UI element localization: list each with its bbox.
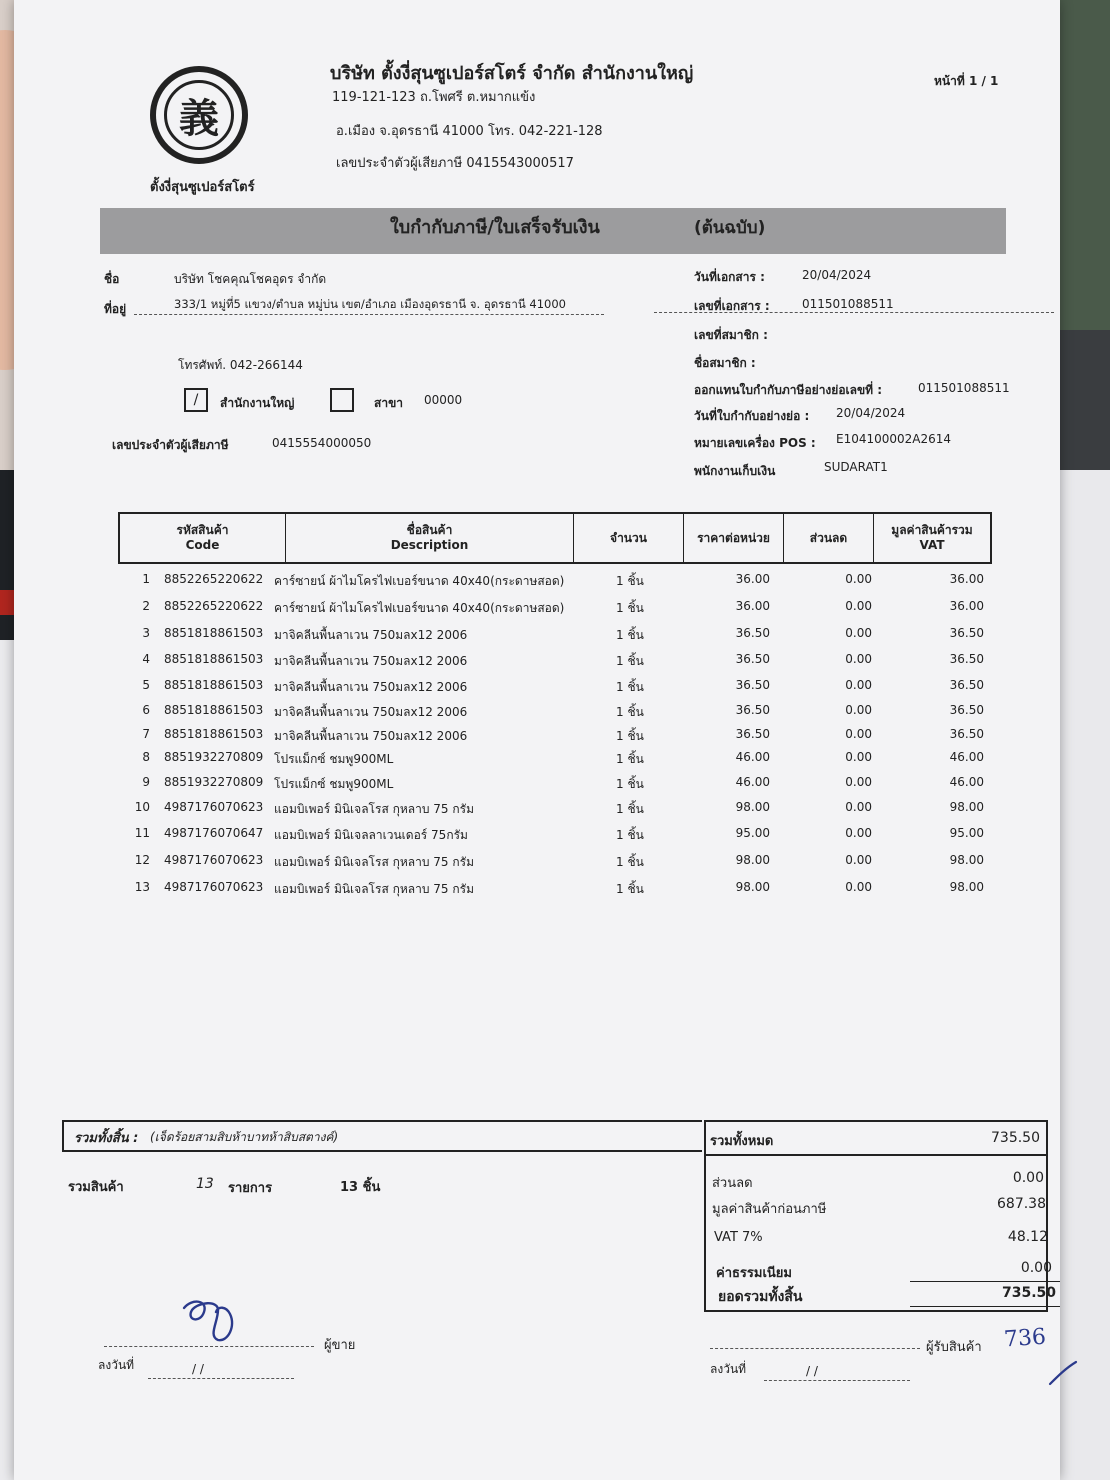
seller-signature <box>178 1296 248 1346</box>
header-code-en: Code <box>185 538 220 552</box>
header-code-th: รหัสสินค้า <box>176 523 229 537</box>
fee-label: ค่าธรรมเนียม <box>716 1266 792 1281</box>
member-name-label: ชื่อสมาชิก : <box>694 356 756 370</box>
receiver-date-blank: / / <box>806 1364 818 1378</box>
discount-label: ส่วนลด <box>712 1176 753 1191</box>
row-amount: 36.00 <box>949 572 984 586</box>
row-code: 8852265220622 <box>164 572 264 586</box>
short-invoice-date: 20/04/2024 <box>836 406 906 420</box>
header-discount <box>784 514 874 562</box>
receiver-date-line <box>764 1380 910 1381</box>
row-code: 8851818861503 <box>164 626 264 640</box>
table-row <box>118 878 1018 900</box>
header-code <box>120 514 286 562</box>
row-description: มาจิคลีนพื้นลาเวน 750มลx12 2006 <box>274 729 468 743</box>
seller-signature-line <box>104 1346 314 1347</box>
table-row <box>118 676 1018 698</box>
row-unit-price: 46.00 <box>735 775 770 789</box>
branch-number: 00000 <box>424 393 463 407</box>
grand-total-value: 735.50 <box>991 1130 1040 1146</box>
table-row <box>118 851 1018 873</box>
receiver-label: ผู้รับสินค้า <box>926 1340 982 1355</box>
head-office-label: สำนักงานใหญ่ <box>220 396 295 410</box>
row-amount: 36.50 <box>949 727 984 741</box>
row-unit-price: 36.50 <box>735 727 770 741</box>
address-dotted-line <box>134 314 604 315</box>
row-description: มาจิคลีนพื้นลาเวน 750มลx12 2006 <box>274 680 468 694</box>
document-copy-type: (ต้นฉบับ) <box>694 218 766 238</box>
row-amount: 36.00 <box>949 599 984 613</box>
row-unit-price: 36.50 <box>735 678 770 692</box>
header-description <box>286 514 574 562</box>
row-discount: 0.00 <box>845 652 872 666</box>
row-amount: 36.50 <box>949 652 984 666</box>
table-row <box>118 798 1018 820</box>
items-unit-label: รายการ <box>228 1181 273 1196</box>
pos-number: E104100002A2614 <box>836 432 952 446</box>
seller-date-label: ลงวันที่ <box>98 1358 135 1372</box>
receiver-signature-line <box>710 1348 920 1349</box>
net-total-bottom-rule <box>910 1306 1060 1307</box>
header-amount-en: VAT <box>919 538 945 552</box>
row-discount: 0.00 <box>845 572 872 586</box>
header-amount-th: มูลค่าสินค้ารวม <box>891 523 973 537</box>
row-unit-price: 36.50 <box>735 703 770 717</box>
row-code: 4987176070623 <box>164 853 264 867</box>
seller-date-blank: / / <box>192 1362 204 1376</box>
vat-value: 48.12 <box>1007 1229 1048 1245</box>
row-code: 8851818861503 <box>164 652 264 666</box>
company-address-line2: อ.เมือง จ.อุดรธานี 41000 โทร. 042-221-128 <box>336 124 603 139</box>
row-quantity: 1 ชิ้น <box>616 882 644 896</box>
total-words-label: รวมทั้งสิ้น : <box>74 1131 139 1146</box>
row-number: 7 <box>142 727 150 741</box>
pre-vat-value: 687.38 <box>997 1196 1046 1212</box>
row-amount: 36.50 <box>949 626 984 640</box>
seller-label: ผู้ขาย <box>324 1338 356 1353</box>
row-number: 5 <box>142 678 150 692</box>
row-code: 8851932270809 <box>164 750 264 764</box>
customer-name: บริษัท โชคคุณโชคอุดร จำกัด <box>174 272 327 286</box>
row-discount: 0.00 <box>845 750 872 764</box>
logo-caption: ตั้งงี่สุนซูเปอร์สโตร์ <box>150 180 255 195</box>
pre-vat-label: มูลค่าสินค้าก่อนภาษี <box>712 1202 827 1217</box>
seller-date-line <box>148 1378 294 1379</box>
doc-number: 011501088511 <box>802 297 894 311</box>
tax-invoice-document <box>14 0 1060 1480</box>
table-row <box>118 773 1018 795</box>
row-amount: 98.00 <box>949 880 984 894</box>
row-code: 4987176070647 <box>164 826 264 840</box>
header-unit-price <box>684 514 784 562</box>
row-description: แอมบิเพอร์ มินิเจลโรส กุหลาบ 75 กรัม <box>274 802 474 816</box>
cashier-label: พนักงานเก็บเงิน <box>694 464 776 478</box>
doc-date-label: วันที่เอกสาร : <box>694 270 765 284</box>
row-quantity: 1 ชิ้น <box>616 628 644 642</box>
customer-tax-id-label: เลขประจำตัวผู้เสียภาษี <box>112 438 229 452</box>
customer-address: 333/1 หมู่ที่5 แขวง/ตำบล หมู่บ่น เขต/อำเภอ เมืองอุดรธานี จ. อุดรธานี 41000 <box>174 297 566 311</box>
row-description: คาร์ซายน์ ผ้าไมโครไฟเบอร์ขนาด 40x40(กระดาษสอด) <box>274 574 565 588</box>
customer-phone: โทรศัพท์. 042-266144 <box>178 358 303 372</box>
row-quantity: 1 ชิ้น <box>616 680 644 694</box>
row-number: 9 <box>142 775 150 789</box>
row-amount: 36.50 <box>949 703 984 717</box>
items-count: 13 <box>196 1176 214 1192</box>
row-description: แอมบิเพอร์ มินิเจลโรส กุหลาบ 75 กรัม <box>274 882 474 896</box>
fee-value: 0.00 <box>1020 1260 1052 1276</box>
branch-checkbox[interactable] <box>330 388 354 412</box>
row-quantity: 1 ชิ้น <box>616 828 644 842</box>
header-desc-en: Description <box>390 538 469 552</box>
row-description: มาจิคลีนพื้นลาเวน 750มลx12 2006 <box>274 705 468 719</box>
table-row <box>118 725 1018 747</box>
row-unit-price: 36.00 <box>735 572 770 586</box>
company-logo <box>150 66 248 164</box>
net-total-label: ยอดรวมทั้งสิ้น <box>718 1289 803 1305</box>
row-discount: 0.00 <box>845 727 872 741</box>
row-discount: 0.00 <box>845 880 872 894</box>
document-title: ใบกำกับภาษี/ใบเสร็จรับเงิน <box>390 217 600 238</box>
customer-name-label: ชื่อ <box>104 272 120 286</box>
row-discount: 0.00 <box>845 703 872 717</box>
row-amount: 98.00 <box>949 853 984 867</box>
member-number-label: เลขที่สมาชิก : <box>694 328 768 342</box>
row-unit-price: 98.00 <box>735 853 770 867</box>
row-number: 11 <box>134 826 150 840</box>
row-number: 12 <box>134 853 150 867</box>
row-quantity: 1 ชิ้น <box>616 601 644 615</box>
row-code: 8851818861503 <box>164 703 264 717</box>
row-unit-price: 36.00 <box>735 599 770 613</box>
row-unit-price: 36.50 <box>735 652 770 666</box>
items-total-label: รวมสินค้า <box>68 1180 124 1195</box>
header-desc-th: ชื่อสินค้า <box>406 523 453 537</box>
row-code: 8851818861503 <box>164 727 264 741</box>
row-discount: 0.00 <box>845 599 872 613</box>
row-description: แอมบิเพอร์ มินิเจลลาเวนเดอร์ 75กรัม <box>274 828 468 842</box>
row-number: 13 <box>134 880 150 894</box>
receiver-handwritten-note: 736 <box>1003 1324 1047 1353</box>
row-quantity: 1 ชิ้น <box>616 705 644 719</box>
header-price-text: ราคาต่อหน่วย <box>697 530 770 545</box>
total-in-words: (เจ็ดร้อยสามสิบห้าบาทห้าสิบสตางค์) <box>150 1130 339 1144</box>
company-name: บริษัท ตั้งงี่สุนซูเปอร์สโตร์ จำกัด สำนักงานใหญ่ <box>330 63 694 84</box>
row-discount: 0.00 <box>845 853 872 867</box>
row-unit-price: 98.00 <box>735 880 770 894</box>
row-code: 8851818861503 <box>164 678 264 692</box>
row-quantity: 1 ชิ้น <box>616 729 644 743</box>
replace-invoice-number: 011501088511 <box>918 381 1010 395</box>
customer-address-label: ที่อยู่ <box>104 302 127 316</box>
row-number: 4 <box>142 652 150 666</box>
row-unit-price: 36.50 <box>735 626 770 640</box>
row-description: โปรแม็กซ์ ชมพู900ML <box>274 752 394 766</box>
row-discount: 0.00 <box>845 678 872 692</box>
row-amount: 36.50 <box>949 678 984 692</box>
doc-dotted-line <box>654 312 1054 313</box>
row-code: 4987176070623 <box>164 880 264 894</box>
row-number: 2 <box>142 599 150 613</box>
row-description: โปรแม็กซ์ ชมพู900ML <box>274 777 394 791</box>
cashier-name: SUDARAT1 <box>824 460 888 474</box>
row-discount: 0.00 <box>845 826 872 840</box>
page-number: หน้าที่ 1 / 1 <box>934 74 999 88</box>
doc-number-label: เลขที่เอกสาร : <box>694 299 770 313</box>
row-amount: 46.00 <box>949 750 984 764</box>
header-quantity <box>574 514 684 562</box>
items-table-header <box>118 512 992 564</box>
header-amount <box>874 514 990 562</box>
row-code: 8851932270809 <box>164 775 264 789</box>
table-row <box>118 597 1018 619</box>
row-number: 10 <box>134 800 150 814</box>
replace-invoice-label: ออกแทนใบกำกับภาษีอย่างย่อเลขที่ : <box>694 383 883 397</box>
row-code: 8852265220622 <box>164 599 264 613</box>
table-row <box>118 570 1018 592</box>
table-row <box>118 650 1018 672</box>
receiver-date-label: ลงวันที่ <box>710 1362 747 1376</box>
grand-total-label: รวมทั้งหมด <box>710 1134 774 1149</box>
row-quantity: 1 ชิ้น <box>616 752 644 766</box>
discount-value: 0.00 <box>1012 1170 1044 1186</box>
row-quantity: 1 ชิ้น <box>616 654 644 668</box>
row-discount: 0.00 <box>845 626 872 640</box>
row-quantity: 1 ชิ้น <box>616 574 644 588</box>
row-number: 8 <box>142 750 150 764</box>
short-invoice-date-label: วันที่ใบกำกับอย่างย่อ : <box>694 409 810 423</box>
row-number: 3 <box>142 626 150 640</box>
header-discount-text: ส่วนลด <box>809 530 848 545</box>
row-amount: 95.00 <box>949 826 984 840</box>
company-tax-id: เลขประจำตัวผู้เสียภาษี 0415543000517 <box>336 156 574 171</box>
table-row <box>118 824 1018 846</box>
row-discount: 0.00 <box>845 775 872 789</box>
row-amount: 98.00 <box>949 800 984 814</box>
table-row <box>118 701 1018 723</box>
row-quantity: 1 ชิ้น <box>616 802 644 816</box>
row-quantity: 1 ชิ้น <box>616 777 644 791</box>
customer-tax-id: 0415554000050 <box>272 436 372 450</box>
row-description: มาจิคลีนพื้นลาเวน 750มลx12 2006 <box>274 628 468 642</box>
row-description: มาจิคลีนพื้นลาเวน 750มลx12 2006 <box>274 654 468 668</box>
company-address-line1: 119-121-123 ถ.โพศรี ต.หมากแข้ง <box>332 90 536 105</box>
row-number: 1 <box>142 572 150 586</box>
pos-number-label: หมายเลขเครื่อง POS : <box>694 436 816 450</box>
row-discount: 0.00 <box>845 800 872 814</box>
branch-label: สาขา <box>374 396 404 410</box>
totals-divider <box>706 1154 1046 1156</box>
pieces-count: 13 ชิ้น <box>340 1180 381 1195</box>
vat-label: VAT 7% <box>714 1230 763 1245</box>
row-unit-price: 95.00 <box>735 826 770 840</box>
row-amount: 46.00 <box>949 775 984 789</box>
row-quantity: 1 ชิ้น <box>616 855 644 869</box>
row-description: คาร์ซายน์ ผ้าไมโครไฟเบอร์ขนาด 40x40(กระดาษสอด) <box>274 601 565 615</box>
table-row <box>118 748 1018 770</box>
doc-date: 20/04/2024 <box>802 268 872 282</box>
table-row <box>118 624 1018 646</box>
logo-glyph: 義 <box>164 80 234 150</box>
row-description: แอมบิเพอร์ มินิเจลโรส กุหลาบ 75 กรัม <box>274 855 474 869</box>
row-code: 4987176070623 <box>164 800 264 814</box>
row-number: 6 <box>142 703 150 717</box>
header-qty-text: จำนวน <box>610 530 647 545</box>
net-total-top-rule <box>910 1281 1060 1282</box>
row-unit-price: 98.00 <box>735 800 770 814</box>
net-total-value: 735.50 <box>1001 1285 1056 1301</box>
row-unit-price: 46.00 <box>735 750 770 764</box>
receiver-tick-mark <box>1046 1358 1080 1388</box>
head-office-checkbox[interactable]: / <box>184 388 208 412</box>
